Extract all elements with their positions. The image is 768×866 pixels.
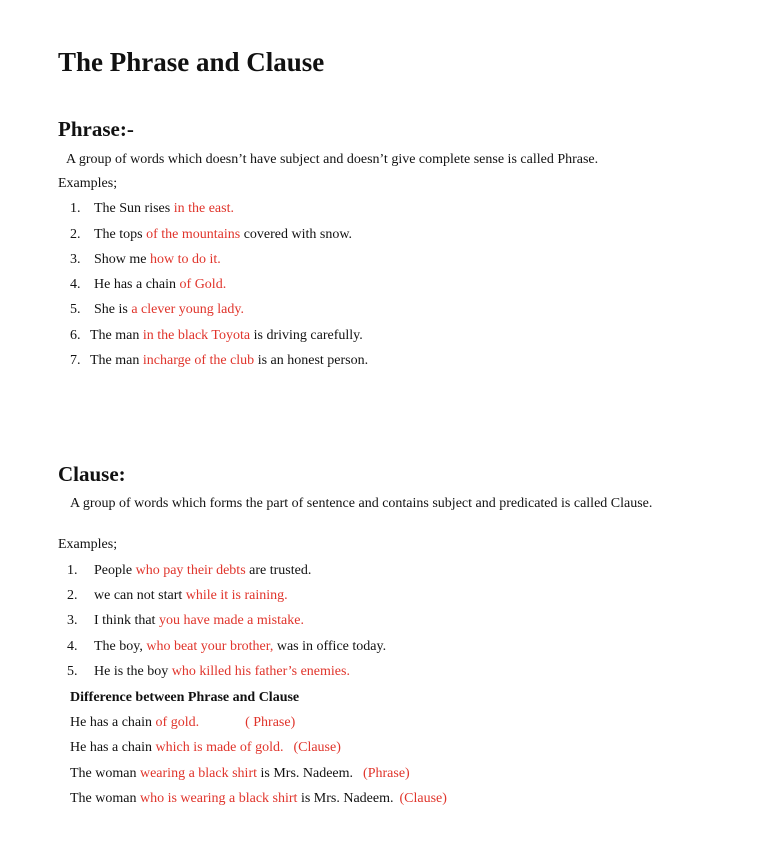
example-text: The man <box>90 353 143 368</box>
clause-definition: A group of words which forms the part of sentence and contains subject and predicated is called Clause. <box>70 496 653 511</box>
list-number: 5. <box>70 302 81 317</box>
page-title: The Phrase and Clause <box>58 47 325 77</box>
clause-highlight: you have made a mistake. <box>158 613 304 628</box>
difference-highlight: of gold. <box>155 715 200 730</box>
difference-highlight: which is made of gold. <box>155 740 284 755</box>
difference-heading: Difference between Phrase and Clause <box>70 690 300 705</box>
example-text: The boy, <box>94 639 147 654</box>
example-text: She is <box>94 302 132 317</box>
example-text: is Mrs. Nadeem. <box>257 766 354 781</box>
list-number: 3. <box>70 252 81 267</box>
difference-row <box>70 791 447 807</box>
example-text: He has a chain <box>70 715 156 730</box>
phrase-example <box>70 227 352 243</box>
clause-example <box>67 563 311 579</box>
example-text: He has a chain <box>94 277 180 292</box>
phrase-example <box>70 302 244 318</box>
list-number: 1. <box>70 201 81 216</box>
phrase-example <box>70 252 221 268</box>
list-number: 4. <box>67 639 78 654</box>
difference-highlight: wearing a black shirt <box>139 766 257 781</box>
list-number: 5. <box>67 664 78 679</box>
clause-highlight: who beat your brother, <box>146 639 274 654</box>
clause-highlight: who killed his father’s enemies. <box>171 664 350 679</box>
example-text: The woman <box>70 791 140 806</box>
difference-tag: (Clause) <box>293 740 341 755</box>
clause-highlight: who pay their debts <box>135 563 246 578</box>
list-number: 4. <box>70 277 81 292</box>
difference-tag: ( Phrase) <box>245 715 296 730</box>
example-text: was in office today. <box>273 639 387 654</box>
phrase-heading: Phrase:- <box>58 117 134 141</box>
example-text: I think that <box>94 613 159 628</box>
clause-heading: Clause: <box>58 462 126 486</box>
example-text: The tops <box>94 227 147 242</box>
list-number: 2. <box>67 588 78 603</box>
example-text: is Mrs. Nadeem. <box>297 791 394 806</box>
clause-examples-label: Examples; <box>58 537 118 552</box>
clause-highlight: while it is raining. <box>185 588 288 603</box>
difference-row <box>70 740 341 756</box>
phrase-highlight: in the black Toyota <box>142 328 251 343</box>
list-number: 1. <box>67 563 78 578</box>
phrase-example <box>70 353 368 369</box>
difference-row <box>70 766 410 782</box>
example-text: The woman <box>70 766 140 781</box>
clause-example <box>67 664 350 680</box>
phrase-highlight: a clever young lady. <box>131 302 244 317</box>
example-text: People <box>94 563 136 578</box>
example-text: He is the boy <box>94 664 172 679</box>
phrase-highlight: incharge of the club <box>142 353 255 368</box>
list-number: 2. <box>70 227 81 242</box>
clause-example <box>67 639 386 655</box>
difference-row <box>70 715 295 731</box>
phrase-example <box>70 277 226 293</box>
phrase-highlight: how to do it. <box>150 252 221 267</box>
difference-tag: (Phrase) <box>363 766 410 781</box>
example-text: we can not start <box>94 588 186 603</box>
example-text: He has a chain <box>70 740 156 755</box>
difference-tag: (Clause) <box>399 791 447 806</box>
example-text: is driving carefully. <box>250 328 363 343</box>
example-text: is an honest person. <box>254 353 369 368</box>
phrase-highlight: of Gold. <box>179 277 227 292</box>
phrase-highlight: of the mountains <box>146 227 241 242</box>
example-text: The Sun rises <box>94 201 174 216</box>
example-text: covered with snow. <box>240 227 353 242</box>
clause-example <box>67 588 288 604</box>
list-number: 7. <box>70 353 81 368</box>
difference-highlight: who is wearing a black shirt <box>139 791 298 806</box>
phrase-example <box>70 201 234 217</box>
list-number: 6. <box>70 328 81 343</box>
phrase-definition: A group of words which doesn’t have subject and doesn’t give complete sense is called Phrase. <box>66 152 599 167</box>
phrase-examples-label: Examples; <box>58 176 118 191</box>
list-number: 3. <box>67 613 78 628</box>
phrase-example <box>70 328 363 344</box>
phrase-highlight: in the east. <box>173 201 234 216</box>
example-text: are trusted. <box>245 563 312 578</box>
example-text: Show me <box>94 252 150 267</box>
clause-example <box>67 613 304 629</box>
example-text: The man <box>90 328 143 343</box>
